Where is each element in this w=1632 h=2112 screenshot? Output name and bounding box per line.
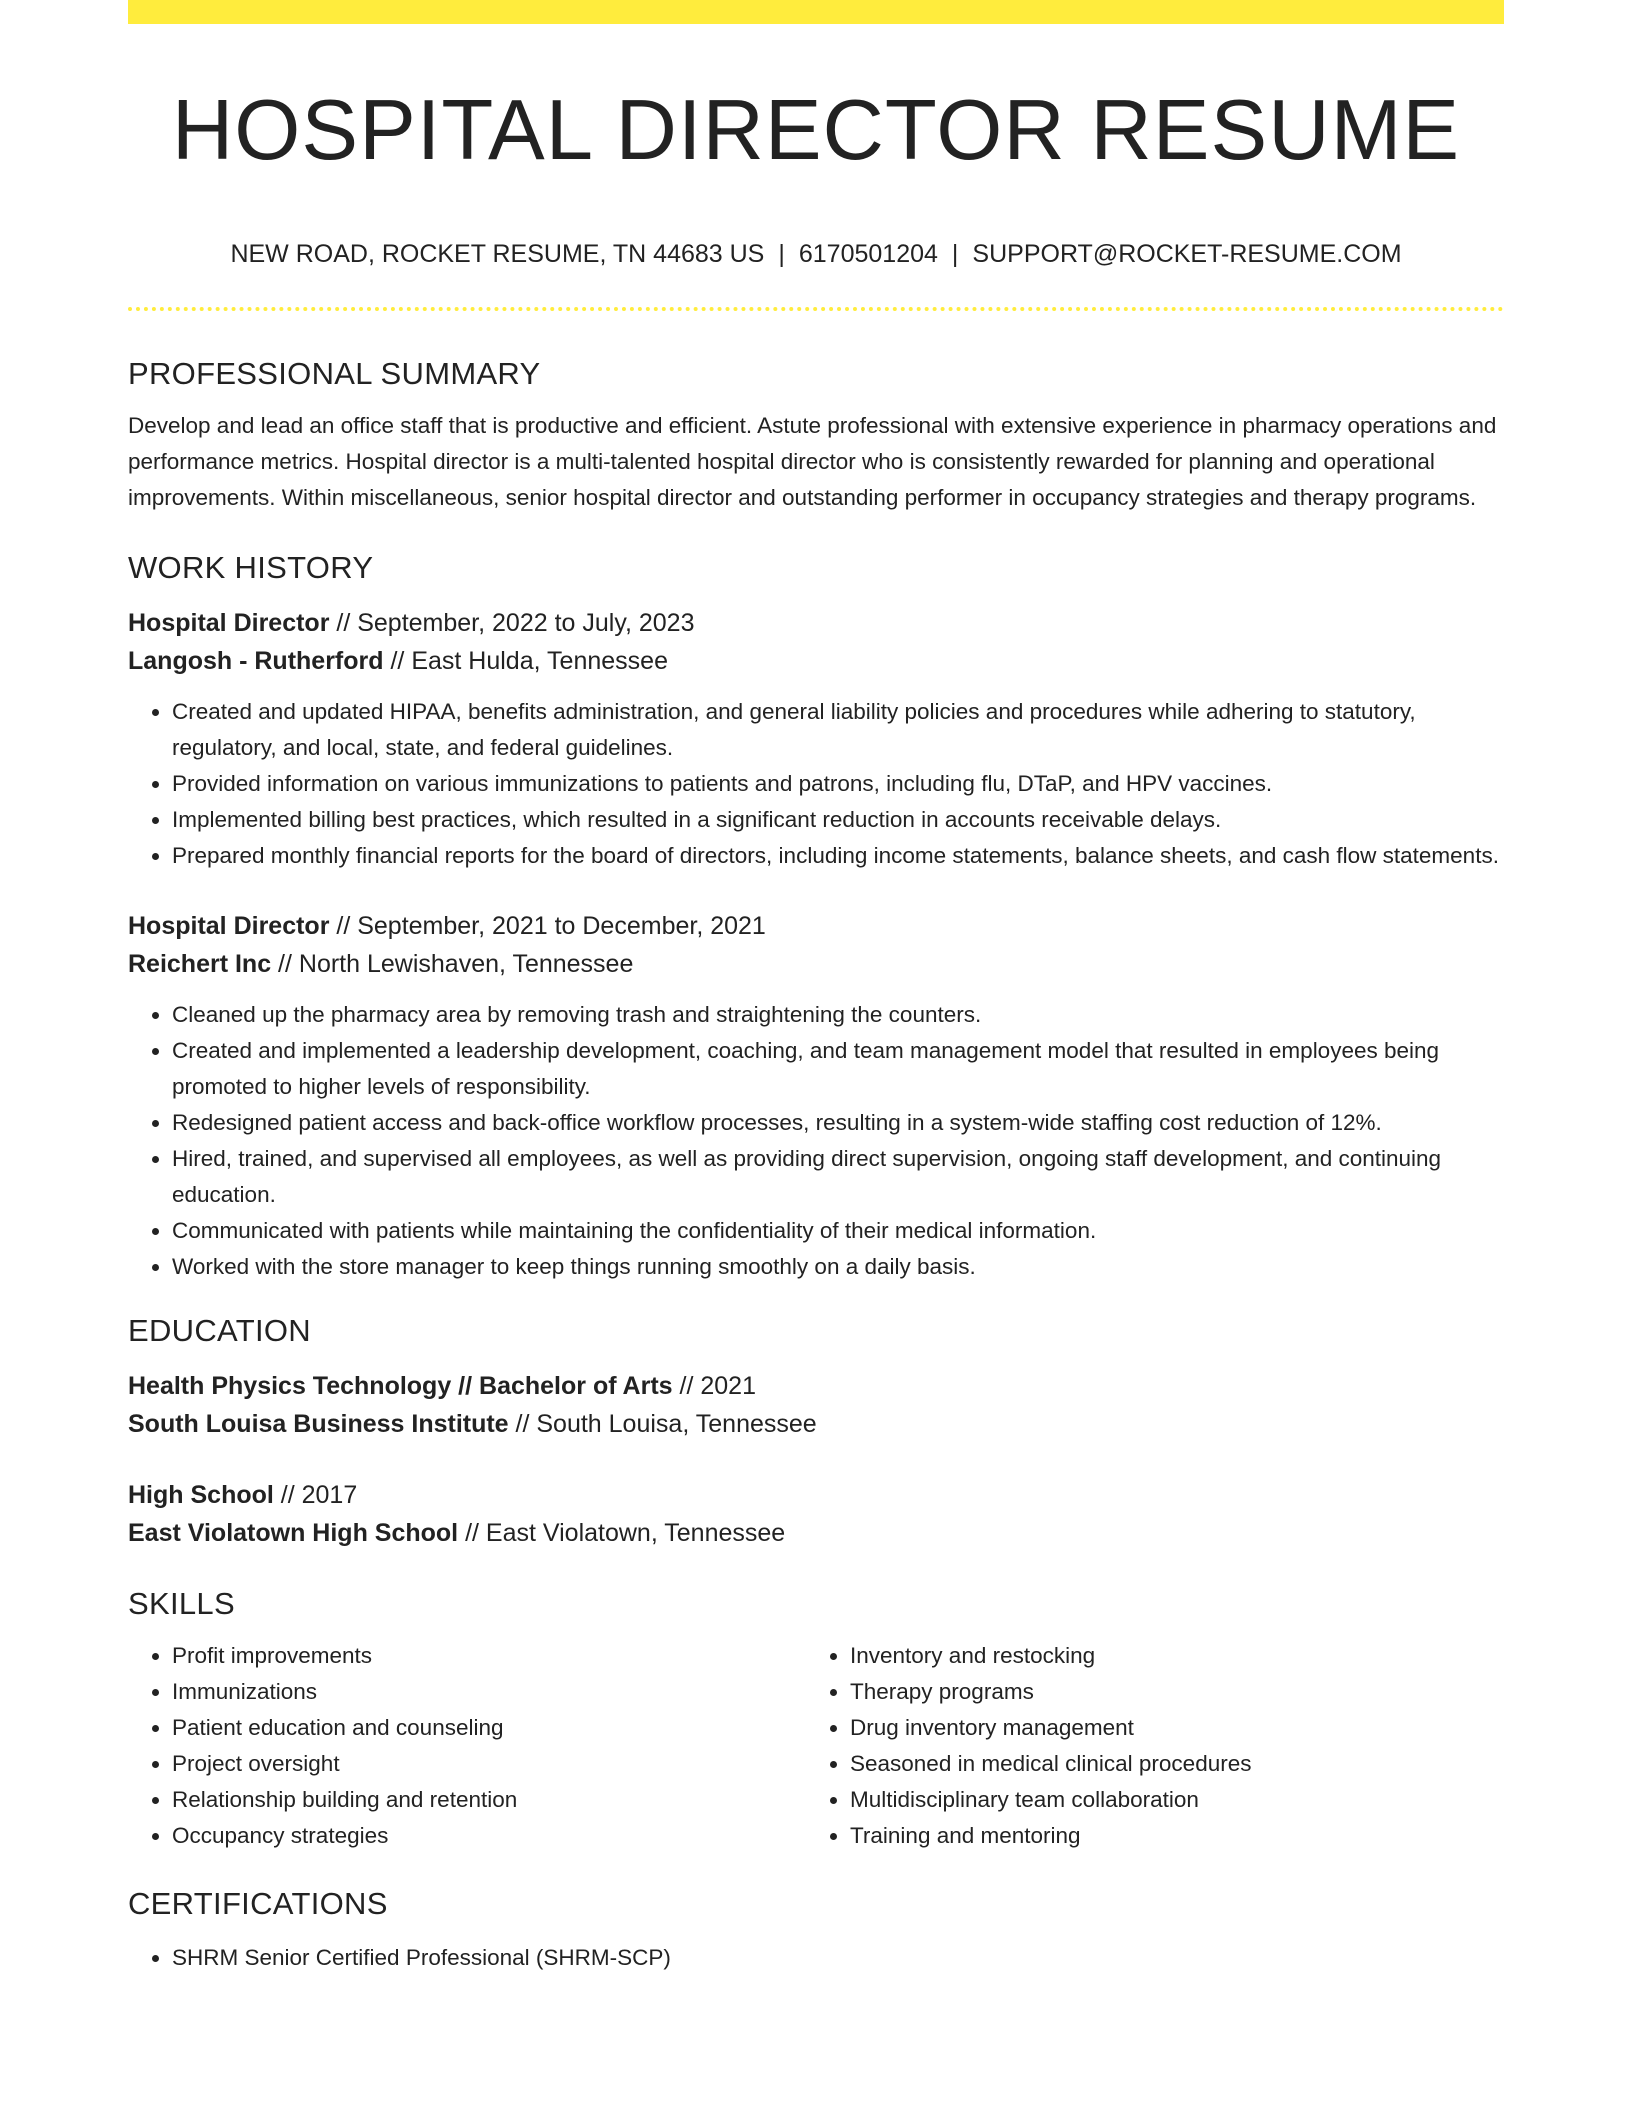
dotted-divider: [128, 307, 1504, 311]
list-item: • Provided information on various immunizations to patients and patrons, including flu, DTaP, and HPV vaccines.: [172, 766, 1504, 802]
school: East Violatown High School: [128, 1519, 459, 1547]
school-location: // South Louisa, Tennessee: [508, 1410, 817, 1438]
skills-columns: [128, 1638, 1504, 1854]
job-dates: // September, 2022 to July, 2023: [329, 609, 695, 637]
education-section: [128, 1309, 1504, 1552]
list-item: • Prepared monthly financial reports for the board of directors, including income statements, balance sheets, and cash flow statements.: [172, 838, 1504, 874]
degree-line: [128, 1367, 1504, 1405]
job-title: Hospital Director: [128, 912, 330, 940]
education-entry: [128, 1367, 1504, 1443]
skill-item: • Drug inventory management: [850, 1710, 1484, 1746]
school-location: // East Violatown, Tennessee: [458, 1519, 786, 1547]
job-title-line: [128, 604, 1504, 642]
degree: Health Physics Technology // Bachelor of Arts: [128, 1372, 673, 1400]
job-title-line: [128, 907, 1504, 945]
contact-email: SUPPORT@ROCKET-RESUME.COM: [972, 240, 1402, 268]
school: South Louisa Business Institute: [128, 1410, 509, 1438]
job-entry: [128, 604, 1504, 874]
degree: High School: [128, 1481, 274, 1509]
skill-item: • Patient education and counseling: [172, 1710, 806, 1746]
skill-item: • Inventory and restocking: [850, 1638, 1484, 1674]
skills-section: [128, 1582, 1504, 1854]
list-item: • Cleaned up the pharmacy area by removing trash and straightening the counters.: [172, 997, 1504, 1033]
job-bullets: [128, 694, 1504, 874]
skill-item: • Multidisciplinary team collaboration: [850, 1782, 1484, 1818]
skills-list-right: [806, 1638, 1484, 1854]
contact-separator: |: [778, 240, 785, 268]
section-heading-summary: PROFESSIONAL SUMMARY: [128, 356, 541, 391]
education-entry: [128, 1476, 1504, 1552]
top-accent-bar: [128, 0, 1504, 24]
summary-text: Develop and lead an office staff that is productive and efficient. Astute professional with extensive experience in pharmacy operations and performance metrics. Hospital director is a multi-talented hospital director who is consistently rewarded for planning and operational improvements. Within miscellaneous, senior hospital director and outstanding performer in occupancy strategies and therapy programs.: [128, 413, 1497, 510]
job-title: Hospital Director: [128, 609, 330, 637]
certification-item: • SHRM Senior Certified Professional (SHRM-SCP): [172, 1940, 1504, 1976]
page-title: HOSPITAL DIRECTOR RESUME: [171, 83, 1461, 178]
list-item: • Hired, trained, and supervised all employees, as well as providing direct supervision, ongoing staff development, and continuing education.: [172, 1141, 1504, 1213]
section-heading-skills: SKILLS: [128, 1586, 235, 1621]
work-history-section: [128, 546, 1504, 1285]
list-item: • Implemented billing best practices, which resulted in a significant reduction in accounts receivable delays.: [172, 802, 1504, 838]
resume-body: [128, 352, 1504, 1976]
job-bullets: [128, 997, 1504, 1285]
list-item: • Communicated with patients while maintaining the confidentiality of their medical information.: [172, 1213, 1504, 1249]
job-location: // East Hulda, Tennessee: [383, 647, 668, 675]
school-line: [128, 1514, 1504, 1552]
contact-address: NEW ROAD, ROCKET RESUME, TN 44683 US: [230, 240, 765, 268]
section-heading-certifications: CERTIFICATIONS: [128, 1886, 388, 1921]
job-entry: [128, 907, 1504, 1285]
contact-separator: |: [951, 240, 959, 268]
contact-phone: 6170501204: [798, 240, 938, 268]
job-company-line: [128, 945, 1504, 983]
certifications-list: [128, 1940, 1504, 1976]
grad-year: // 2021: [672, 1372, 756, 1400]
skill-item: • Immunizations: [172, 1674, 806, 1710]
degree-line: [128, 1476, 1504, 1514]
section-heading-work: WORK HISTORY: [128, 550, 374, 585]
section-heading-education: EDUCATION: [128, 1313, 311, 1348]
skill-item: • Therapy programs: [850, 1674, 1484, 1710]
summary-section: [128, 352, 1504, 516]
skill-item: • Relationship building and retention: [172, 1782, 806, 1818]
job-company: Reichert Inc: [128, 950, 272, 978]
skill-item: • Training and mentoring: [850, 1818, 1484, 1854]
list-item: • Redesigned patient access and back-office workflow processes, resulting in a system-wide staffing cost reduction of 12%.: [172, 1105, 1504, 1141]
contact-line: [128, 236, 1504, 272]
skill-item: • Project oversight: [172, 1746, 806, 1782]
list-item: • Created and implemented a leadership development, coaching, and team management model that resulted in employees being promoted to higher levels of responsibility.: [172, 1033, 1504, 1105]
skill-item: • Profit improvements: [172, 1638, 806, 1674]
job-location: // North Lewishaven, Tennessee: [271, 950, 634, 978]
job-company-line: [128, 642, 1504, 680]
job-company: Langosh - Rutherford: [128, 647, 384, 675]
list-item: • Created and updated HIPAA, benefits administration, and general liability policies and procedures while adhering to statutory, regulatory, and local, state, and federal guidelines.: [172, 694, 1504, 766]
grad-year: // 2017: [273, 1481, 358, 1509]
skill-item: • Seasoned in medical clinical procedures: [850, 1746, 1484, 1782]
skill-item: • Occupancy strategies: [172, 1818, 806, 1854]
job-dates: // September, 2021 to December, 2021: [329, 912, 766, 940]
certifications-section: [128, 1882, 1504, 1976]
skills-list-left: [128, 1638, 806, 1854]
school-line: [128, 1405, 1504, 1443]
list-item: • Worked with the store manager to keep things running smoothly on a daily basis.: [172, 1249, 1504, 1285]
